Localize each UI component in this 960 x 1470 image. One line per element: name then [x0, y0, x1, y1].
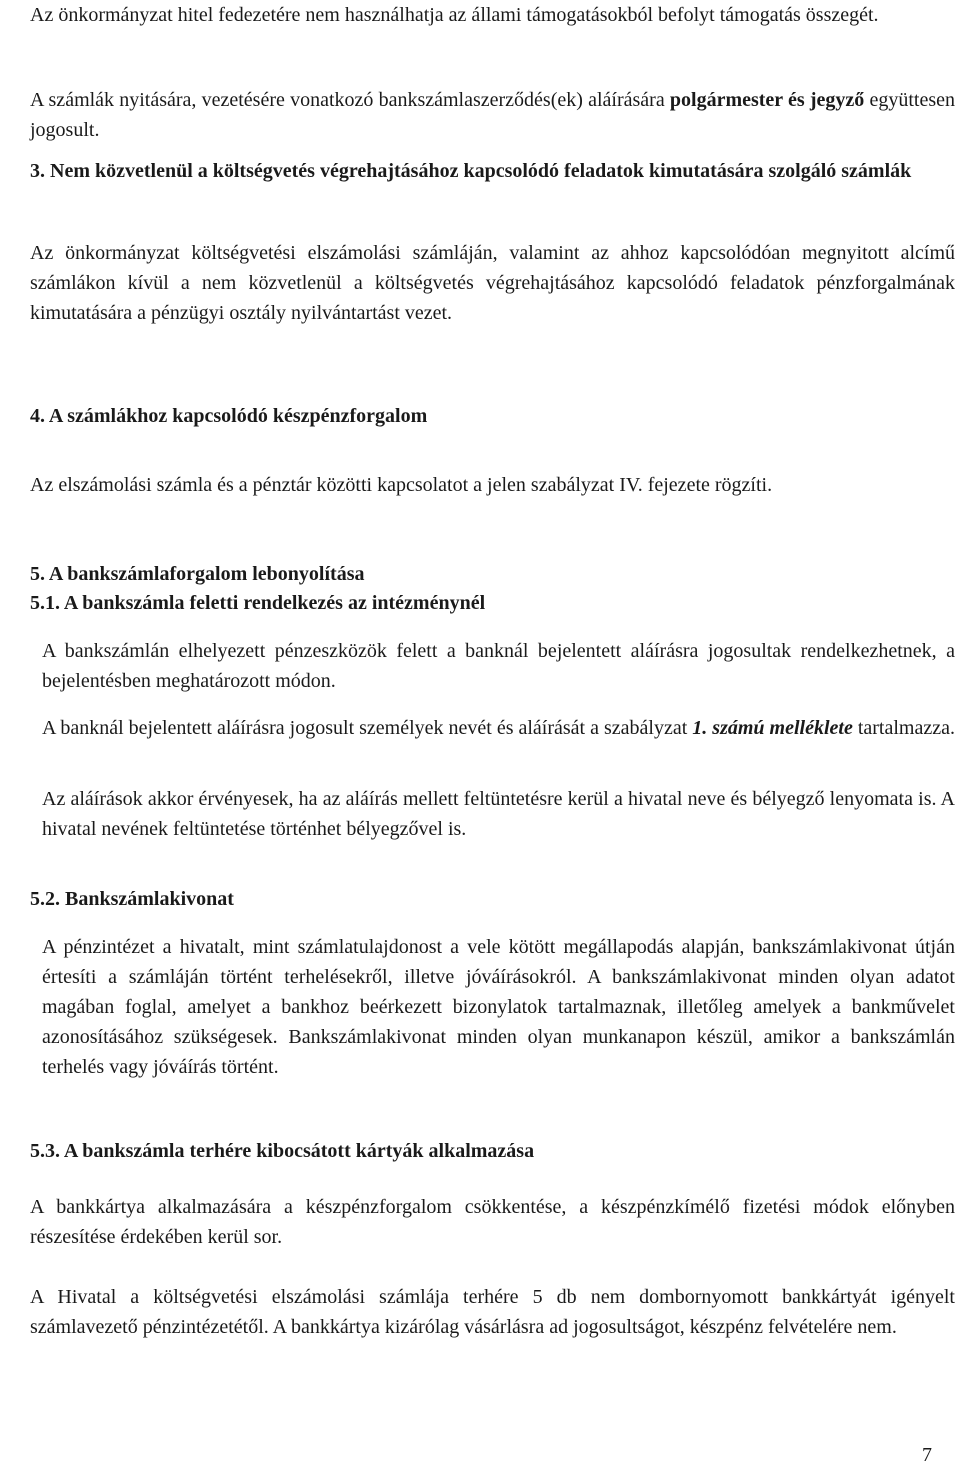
heading-section-4: 4. A számlákhoz kapcsolódó készpénzforgalom — [30, 405, 428, 427]
paragraph-account-opening — [30, 85, 955, 145]
paragraph-5-1-c: Az aláírások akkor érvényesek, ha az aláírás mellett feltüntetésre kerül a hivatal neve és bélyegző lenyomata is. A hivatal nevének feltüntetése történhet bélyegzővel is. — [42, 788, 955, 840]
heading-section-5-1: 5.1. A bankszámla feletti rendelkezés az intézménynél — [30, 592, 486, 614]
heading-section-5-3: 5.3. A bankszámla terhére kibocsátott kártyák alkalmazása — [30, 1140, 535, 1162]
account-opening-end: együttesen jogosult. — [30, 89, 955, 141]
paragraph-section-4: Az elszámolási számla és a pénztár közötti kapcsolatot a jelen szabályzat IV. fejezete rögzíti. — [30, 474, 773, 496]
paragraph-5-3-b: A Hivatal a költségvetési elszámolási számlája terhére 5 db nem dombornyomott bankkártyát igényelt számlavezető pénzintézetétől. A bankkártya kizárólag vásárlásra ad jogosultságot, készpénz felvételére nem. — [30, 1286, 955, 1338]
paragraph-5-1-a: A bankszámlán elhelyezett pénzeszközök felett a banknál bejelentett aláírásra jogosultak rendelkezhetnek, a bejelentésben meghatározott módon. — [42, 640, 955, 692]
annex-reference: 1. számú melléklete — [692, 717, 853, 739]
authorized-signers: polgármester és jegyző — [669, 89, 865, 111]
signers-text-end: tartalmazza. — [852, 717, 955, 739]
heading-section-5: 5. A bankszámlaforgalom lebonyolítása — [30, 563, 365, 585]
paragraph-5-2: A pénzintézet a hivatalt, mint számlatulajdonost a vele kötött megállapodás alapján, bankszámlakivonat útján értesíti a számláján történt terhelésekről, illetve jóváírásokról. A bankszámlakivonat minden olyan adatot magában foglal, amelyet a bankhoz beérkezett bizonylatok tartalmaznak, illetőleg amelyek a bankművelet azonosításához szükségesek. Bankszámlakivonat minden olyan munkanapon készül, amikor a bankszámlán terhelés vagy jóváírás történt. — [42, 936, 955, 1078]
heading-section-3: 3. Nem közvetlenül a költségvetés végrehajtásához kapcsolódó feladatok kimutatására szolgáló számlák — [30, 160, 912, 182]
signers-text: A banknál bejelentett aláírásra jogosult személyek nevét és aláírását a szabályzat — [42, 717, 693, 739]
page-number: 7 — [922, 1444, 932, 1466]
paragraph-5-3-a: A bankkártya alkalmazására a készpénzforgalom csökkentése, a készpénzkímélő fizetési módok előnyben részesítése érdekében kerül sor. — [30, 1196, 955, 1248]
account-opening-text: A számlák nyitására, vezetésére vonatkozó bankszámlaszerződés(ek) aláírására — [30, 89, 670, 111]
paragraph-section-3: Az önkormányzat költségvetési elszámolási számláján, valamint az ahhoz kapcsolódóan megnyitott alcímű számlákon kívül a nem közvetlenül a költségvetés végrehajtásához kapcsolódó feladatok pénzforgalmának kimutatására a pénzügyi osztály nyilvántartást vezet. — [30, 242, 955, 324]
heading-section-5-2: 5.2. Bankszámlakivonat — [30, 888, 234, 910]
paragraph-5-1-b — [42, 713, 955, 743]
paragraph-loan-coverage: Az önkormányzat hitel fedezetére nem használhatja az állami támogatásokból befolyt támogatás összegét. — [30, 4, 879, 26]
